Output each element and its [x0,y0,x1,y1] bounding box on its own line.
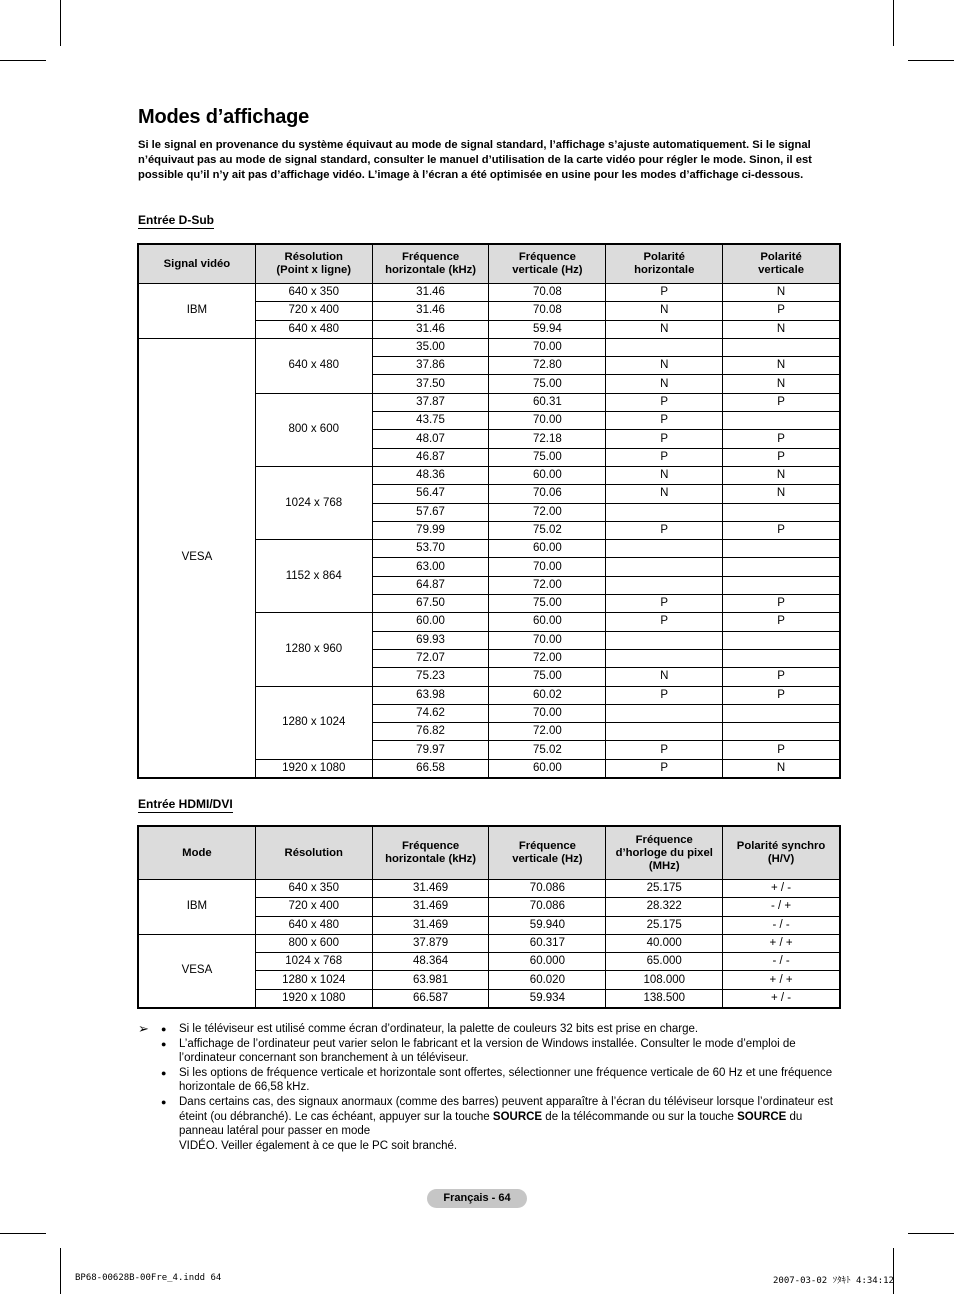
value-cell: + / + [723,934,840,952]
source-key: SOURCE [737,1110,787,1123]
value-cell [606,576,723,594]
value-cell: N [723,375,840,393]
value-cell [723,704,840,722]
hdmi-header-row [139,827,840,880]
value-cell: 75.23 [372,668,489,686]
value-cell: 1280 x 1024 [255,971,372,989]
value-cell: P [723,741,840,759]
value-cell: 72.00 [489,723,606,741]
signal-type-cell: VESA [139,338,256,777]
signal-type-cell: IBM [139,284,256,339]
value-cell [723,576,840,594]
value-cell: 60.00 [489,759,606,777]
value-cell: 31.469 [372,898,489,916]
resolution-cell: 800 x 600 [255,393,372,466]
value-cell: P [606,759,723,777]
note-text: Si les options de fréquence verticale et horizontale sont offertes, sélectionner une fréquence verticale de 60 Hz et une fréquence horizontale de 66,58 kHz. [179,1066,833,1094]
value-cell: 70.086 [489,880,606,898]
column-header: Fréquence d’horloge du pixel (MHz) [606,827,723,880]
mode-cell: VESA [139,934,256,1007]
value-cell: 31.46 [372,320,489,338]
value-cell: N [606,466,723,484]
value-cell: P [606,595,723,613]
value-cell: 72.00 [489,503,606,521]
value-cell: 31.46 [372,302,489,320]
value-cell: 70.08 [489,284,606,302]
value-cell: 70.00 [489,558,606,576]
value-cell: 75.02 [489,521,606,539]
value-cell: 108.000 [606,971,723,989]
value-cell: 69.93 [372,631,489,649]
crop-mark [0,1233,46,1234]
column-header: Mode [139,827,256,880]
column-header: Polarité synchro (H/V) [723,827,840,880]
value-cell: N [723,466,840,484]
value-cell [723,503,840,521]
value-cell: 720 x 400 [255,898,372,916]
value-cell: 60.317 [489,934,606,952]
resolution-cell: 640 x 480 [255,320,372,338]
value-cell: P [606,613,723,631]
value-cell: 640 x 350 [255,880,372,898]
value-cell: 60.020 [489,971,606,989]
value-cell: P [723,668,840,686]
value-cell: P [723,448,840,466]
list-item [179,1095,840,1153]
resolution-cell: 640 x 480 [255,338,372,393]
value-cell: - / - [723,953,840,971]
resolution-cell: 720 x 400 [255,302,372,320]
value-cell: 64.87 [372,576,489,594]
value-cell [606,704,723,722]
crop-mark [893,0,894,46]
value-cell: 53.70 [372,540,489,558]
column-header: Fréquence verticale (Hz) [489,245,606,284]
value-cell: 75.02 [489,741,606,759]
value-cell: N [606,357,723,375]
value-cell: 37.879 [372,934,489,952]
hdmi-heading: Entrée HDMI/DVI [138,797,233,811]
value-cell: N [606,485,723,503]
value-cell: 48.364 [372,953,489,971]
value-cell: + / - [723,989,840,1007]
table-row [139,934,840,952]
value-cell: P [606,686,723,704]
value-cell [606,558,723,576]
value-cell: 65.000 [606,953,723,971]
value-cell: 60.00 [489,540,606,558]
note-text: VIDÉO. Veiller également à ce que le PC soit branché. [179,1139,458,1152]
hdmi-table [138,826,840,1008]
resolution-cell: 1152 x 864 [255,540,372,613]
value-cell: N [723,284,840,302]
value-cell: N [606,375,723,393]
table-row [139,338,840,356]
value-cell: N [723,357,840,375]
value-cell: 1920 x 1080 [255,989,372,1007]
value-cell: 35.00 [372,338,489,356]
value-cell: 57.67 [372,503,489,521]
list-item [179,1022,840,1037]
value-cell: 75.00 [489,375,606,393]
value-cell: 60.31 [489,393,606,411]
value-cell: 37.87 [372,393,489,411]
notes-list [138,1022,840,1153]
column-header: Résolution [255,827,372,880]
value-cell: 28.322 [606,898,723,916]
value-cell: 25.175 [606,916,723,934]
date-slug: 2007-03-02 ｿﾀｷﾄ 4:34:12 [773,1276,894,1286]
value-cell: 72.18 [489,430,606,448]
resolution-cell: 1024 x 768 [255,466,372,539]
page-number-badge: Français - 64 [427,1189,527,1208]
column-header: Polarité verticale [723,245,840,284]
value-cell: 37.86 [372,357,489,375]
value-cell: 60.000 [489,953,606,971]
value-cell [606,723,723,741]
crop-mark [893,1248,894,1294]
value-cell [723,631,840,649]
value-cell: - / - [723,916,840,934]
value-cell: P [606,521,723,539]
source-key: SOURCE [492,1110,543,1123]
value-cell: 800 x 600 [255,934,372,952]
value-cell: 79.97 [372,741,489,759]
value-cell: 70.08 [489,302,606,320]
value-cell: 72.80 [489,357,606,375]
note-text: de la télécommande ou sur la touche [542,1110,738,1123]
value-cell: N [606,302,723,320]
crop-mark [60,1248,61,1294]
value-cell: 60.00 [489,613,606,631]
value-cell: 66.587 [372,989,489,1007]
resolution-cell: 1280 x 960 [255,613,372,686]
notes [138,1022,840,1153]
value-cell: + / - [723,880,840,898]
mode-cell: IBM [139,880,256,935]
dsub-heading: Entrée D-Sub [138,213,215,227]
value-cell [606,540,723,558]
list-item [179,1066,840,1095]
value-cell: 138.500 [606,989,723,1007]
resolution-cell: 1280 x 1024 [255,686,372,759]
value-cell: 48.36 [372,466,489,484]
value-cell: P [723,521,840,539]
value-cell: 70.00 [489,704,606,722]
column-header: Fréquence horizontale (kHz) [372,827,489,880]
value-cell [606,338,723,356]
value-cell: 70.00 [489,412,606,430]
value-cell: P [606,284,723,302]
resolution-cell: 640 x 350 [255,284,372,302]
value-cell [606,631,723,649]
value-cell: 75.00 [489,668,606,686]
value-cell: P [606,412,723,430]
intro-paragraph: Si le signal en provenance du système équivaut au mode de signal standard, l’affichage s’ajuste automatiquement. Si le signal n’équivaut pas au mode de signal standard, consulter le manuel d’utilisation de la carte vidéo pour régler le mode. Sinon, il est possible qu’il n’y ait pas d’affichage vidéo. L’image à l’écran a été optimisée en usine pour les modes d’affichage ci-dessous. [138,139,812,181]
value-cell: 76.82 [372,723,489,741]
value-cell: P [723,393,840,411]
value-cell: 31.469 [372,880,489,898]
value-cell [723,723,840,741]
value-cell: P [723,686,840,704]
value-cell: 63.98 [372,686,489,704]
value-cell: 640 x 480 [255,916,372,934]
value-cell: 79.99 [372,521,489,539]
value-cell [723,558,840,576]
value-cell [723,649,840,667]
file-slug: BP68-00628B-00Fre_4.indd 64 [75,1273,222,1283]
value-cell [723,412,840,430]
note-text: Dans certains cas, des signaux anormaux (comme des barres) peuvent apparaître à l’écran du téléviseur lorsque l’ordinateur est éteint (ou débranché). Le cas échéant, appuyer sur la touche [179,1095,833,1123]
value-cell: 60.00 [489,466,606,484]
value-cell: 59.934 [489,989,606,1007]
value-cell: 70.00 [489,631,606,649]
resolution-cell: 1920 x 1080 [255,759,372,777]
value-cell: P [606,448,723,466]
value-cell: 74.62 [372,704,489,722]
value-cell: 56.47 [372,485,489,503]
value-cell: 70.06 [489,485,606,503]
value-cell: 75.00 [489,595,606,613]
value-cell: P [606,430,723,448]
value-cell: - / + [723,898,840,916]
value-cell: 66.58 [372,759,489,777]
value-cell: 37.50 [372,375,489,393]
note-text: du panneau latéral pour passer en mode [179,1110,803,1138]
value-cell: + / + [723,971,840,989]
value-cell: 25.175 [606,880,723,898]
note-text: Si le téléviseur est utilisé comme écran d’ordinateur, la palette de couleurs 32 bits est prise en charge. [179,1023,699,1035]
value-cell [723,540,840,558]
value-cell: 63.981 [372,971,489,989]
value-cell: N [723,485,840,503]
table-row [139,880,840,898]
value-cell: 31.46 [372,284,489,302]
note-arrow-icon: ➢ [138,1021,149,1036]
value-cell: 60.00 [372,613,489,631]
value-cell: N [606,320,723,338]
column-header: Fréquence verticale (Hz) [489,827,606,880]
value-cell: 1024 x 768 [255,953,372,971]
note-text: L’affichage de l’ordinateur peut varier selon le fabricant et la version de Windows installée. Consulter le mode d’emploi de l’ordinateur concernant son branchement à un téléviseur. [179,1037,796,1065]
crop-mark [908,60,954,61]
value-cell: 60.02 [489,686,606,704]
crop-mark [0,60,46,61]
value-cell: 72.00 [489,649,606,667]
value-cell: 75.00 [489,448,606,466]
value-cell [606,503,723,521]
column-header: Signal vidéo [139,245,256,284]
value-cell: 72.07 [372,649,489,667]
value-cell: N [723,759,840,777]
value-cell: 63.00 [372,558,489,576]
list-item [179,1037,840,1066]
value-cell: N [606,668,723,686]
value-cell: N [723,320,840,338]
column-header: Résolution (Point x ligne) [255,245,372,284]
value-cell: 48.07 [372,430,489,448]
value-cell: 40.000 [606,934,723,952]
column-header: Polarité horizontale [606,245,723,284]
value-cell: P [606,741,723,759]
value-cell: P [723,430,840,448]
value-cell [606,649,723,667]
column-header: Fréquence horizontale (kHz) [372,245,489,284]
value-cell: 46.87 [372,448,489,466]
crop-mark [60,0,61,46]
value-cell: 67.50 [372,595,489,613]
dsub-header-row [139,245,840,284]
crop-mark [908,1233,954,1234]
page-title: Modes d’affichage [138,106,310,128]
value-cell: P [606,393,723,411]
dsub-table [138,244,840,778]
value-cell: 31.469 [372,916,489,934]
table-row [139,284,840,302]
value-cell: 59.94 [489,320,606,338]
value-cell: P [723,595,840,613]
value-cell: 72.00 [489,576,606,594]
value-cell: P [723,302,840,320]
value-cell: 70.086 [489,898,606,916]
value-cell: 43.75 [372,412,489,430]
value-cell: 70.00 [489,338,606,356]
value-cell: P [723,613,840,631]
value-cell [723,338,840,356]
value-cell: 59.940 [489,916,606,934]
